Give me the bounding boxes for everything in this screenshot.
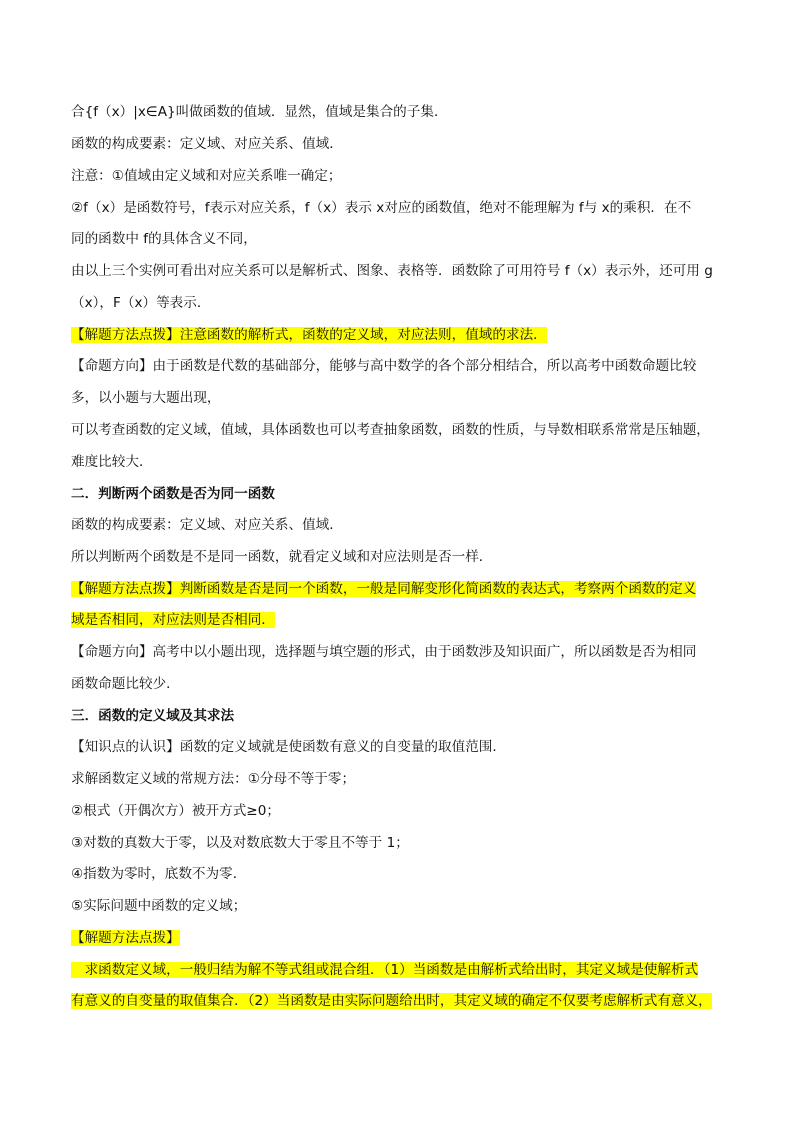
- line-text: 【知识点的认识】函数的定义域就是使函数有意义的自变量的取值范围．: [71, 739, 506, 755]
- text-line-12: [71, 452, 726, 472]
- line-text: 域是否相同，对应法则是否相同．: [71, 612, 275, 628]
- text-line-11: [71, 420, 726, 440]
- heading-text: 三．函数的定义域及其求法: [71, 708, 235, 724]
- text-line-5: [71, 229, 726, 249]
- text-line-27-highlighted: [71, 928, 726, 948]
- text-line-21: [71, 737, 726, 757]
- section-heading-2: [71, 484, 726, 504]
- text-line-7: [71, 293, 726, 313]
- line-text: 函数命题比较少．: [71, 676, 180, 692]
- text-line-23: [71, 801, 726, 821]
- line-text: 有意义的自变量的取值集合．（2）当函数是由实际问题给出时，其定义域的确定不仅要考虑解析式有意义，: [71, 993, 712, 1009]
- line-text: 同的函数中 f的具体含义不同，: [71, 231, 257, 247]
- text-line-19: [71, 674, 726, 694]
- text-line-26: [71, 896, 726, 916]
- line-text: 【解题方法点拨】: [71, 930, 180, 946]
- text-line-17-highlighted: [71, 610, 726, 630]
- section-heading-3: [71, 706, 726, 726]
- line-text: 函数的构成要素：定义域、对应关系、值域．: [71, 517, 343, 533]
- line-text: ⑤实际问题中函数的定义域；: [71, 898, 247, 914]
- text-line-1: [71, 102, 726, 122]
- text-line-16-highlighted: [71, 579, 726, 599]
- line-text: 函数的构成要素：定义域、对应关系、值域．: [71, 136, 343, 152]
- text-line-8-highlighted: [71, 325, 726, 345]
- line-text: ②f（x）是函数符号，f表示对应关系，f（x）表示 x对应的函数值，绝对不能理解为 f与 x的乘积．在不: [71, 200, 692, 216]
- text-line-24: [71, 833, 726, 853]
- line-text: 所以判断两个函数是不是同一函数，就看定义域和对应法则是否一样．: [71, 549, 493, 565]
- line-text: 可以考查函数的定义域，值域，具体函数也可以考查抽象函数，函数的性质，与导数相联系常常是压轴题，: [71, 422, 710, 438]
- line-text: 难度比较大．: [71, 454, 153, 470]
- line-text: ③对数的真数大于零，以及对数底数大于零且不等于 1；: [71, 835, 409, 851]
- text-line-28-highlighted: [71, 960, 726, 980]
- line-text: （x），F（x）等表示．: [71, 295, 211, 311]
- text-line-2: [71, 134, 726, 154]
- text-line-9: [71, 356, 726, 376]
- line-text: 由以上三个实例可看出对应关系可以是解析式、图象、表格等．函数除了可用符号 f（x）表示外，还可用 g: [71, 263, 713, 279]
- line-text: 【解题方法点拨】判断函数是否是同一个函数，一般是同解变形化简函数的表达式，考察两个函数的定义: [71, 581, 697, 597]
- heading-text: 二．判断两个函数是否为同一函数: [71, 486, 275, 502]
- line-text: 合{f（x）|x∈A}叫做函数的值域．显然，值域是集合的子集．: [71, 104, 448, 120]
- text-line-22: [71, 769, 726, 789]
- text-line-10: [71, 388, 726, 408]
- line-text: ④指数为零时，底数不为零．: [71, 866, 247, 882]
- line-text: 【命题方向】高考中以小题出现，选择题与填空题的形式，由于函数涉及知识面广，所以函数是否为相同: [71, 644, 697, 660]
- text-line-18: [71, 642, 726, 662]
- text-line-14: [71, 515, 726, 535]
- line-text: 求函数定义域，一般归结为解不等式组或混合组．（1）当函数是由解析式给出时，其定义域是使解析式: [71, 962, 699, 978]
- text-line-29-highlighted: [71, 991, 726, 1011]
- line-text: 【命题方向】由于函数是代数的基础部分，能够与高中数学的各个部分相结合，所以高考中函数命题比较: [71, 358, 697, 374]
- line-text: 多，以小题与大题出现，: [71, 390, 221, 406]
- text-line-3: [71, 166, 726, 186]
- line-text: ②根式（开偶次方）被开方式≥0；: [71, 803, 280, 819]
- text-line-25: [71, 864, 726, 884]
- text-line-6: [71, 261, 726, 281]
- line-text: 【解题方法点拨】注意函数的解析式，函数的定义域，对应法则，值域的求法．: [71, 327, 547, 343]
- text-line-4: [71, 198, 726, 218]
- text-line-15: [71, 547, 726, 567]
- line-text: 注意：①值域由定义域和对应关系唯一确定；: [71, 168, 342, 184]
- line-text: 求解函数定义域的常规方法：①分母不等于零；: [71, 771, 356, 787]
